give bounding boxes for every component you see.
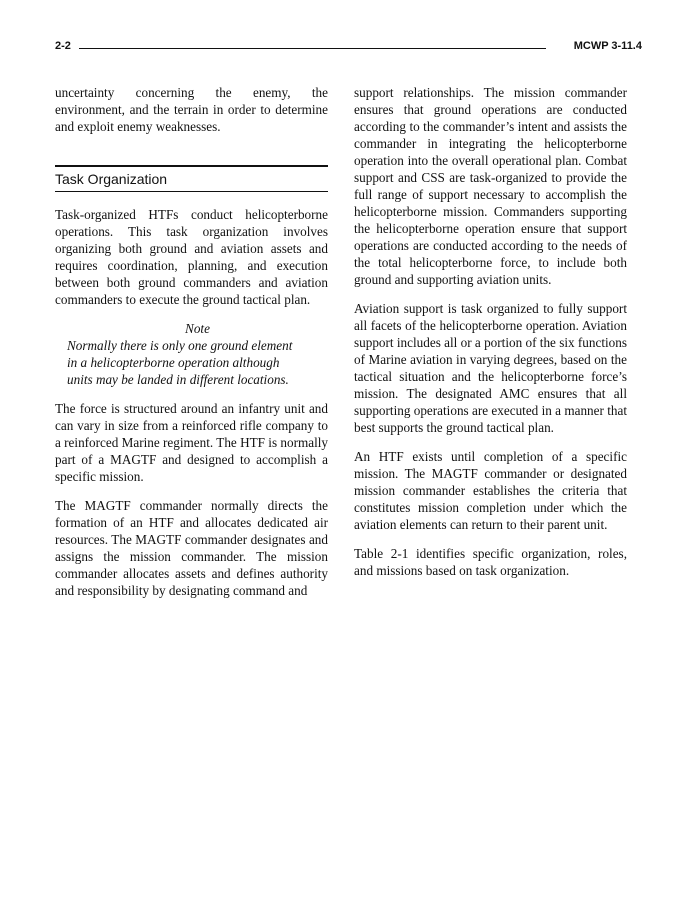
body-paragraph: The force is structured around an infantry unit and can vary in size from a reinforced rifle company to a reinforced Marine regiment. The HTF is normally part of a MAGTF and designed to accomplish a specific mission. xyxy=(55,401,328,484)
body-paragraph: The MAGTF commander normally directs the formation of an HTF and allocates dedicated air resources. The MAGTF commander designates and assigns the mission commander. The mission commander allocates assets and defines authority and responsibility by designating command and xyxy=(55,498,328,598)
intro-paragraph: uncertainty concerning the enemy, the environment, and the terrain in order to determine and exploit enemy weaknesses. xyxy=(55,85,328,134)
body-paragraph: Task-organized HTFs conduct helicopterborne operations. This task organization involves organizing both ground and aviation assets and requires coordination, planning, and execution between both ground commanders and aviation commanders to execute the ground tactical plan. xyxy=(55,207,328,307)
right-column xyxy=(354,84,627,591)
note-title: Note xyxy=(185,321,210,336)
publication-id: MCWP 3-11.4 xyxy=(573,40,642,52)
note-box xyxy=(67,320,328,388)
left-column xyxy=(55,84,328,611)
header-rule xyxy=(79,48,546,49)
page-header xyxy=(55,40,642,56)
page-number: 2-2 xyxy=(55,40,71,52)
body-paragraph: support relationships. The mission commander ensures that ground operations are conducted according to the commander’s intent and assists the commander in integrating the helicopterborne operation into the overall operational plan. Combat support and CSS are task-organized to provide the full range of support necessary to accomplish the helicopterborne mission. Commanders supporting the helicopterborne operation ensure that support operations are conducted according to the needs of the total helicopterborne force, to include both ground and supporting aviation units. xyxy=(354,85,627,287)
body-paragraph: Aviation support is task organized to fully support all facets of the helicopterborne operation. Aviation support includes all or a portion of the six functions of Marine aviation in varying degrees, based on the tactical situation and the helicopterborne force’s mission. The designated AMC ensures that all supporting operations are executed in a manner that best supports the ground tactical plan. xyxy=(354,301,627,435)
body-paragraph: Table 2-1 identifies specific organization, roles, and missions based on task organization. xyxy=(354,546,627,578)
note-text: Normally there is only one ground element in a helicopterborne operation although units may be landed in different locations. xyxy=(67,338,293,387)
body-paragraph: An HTF exists until completion of a specific mission. The MAGTF commander or designated mission commander establishes the criteria that constitutes mission completion under which the aviation elements can return to their parent unit. xyxy=(354,449,627,532)
section-heading: Task Organization xyxy=(55,165,328,192)
